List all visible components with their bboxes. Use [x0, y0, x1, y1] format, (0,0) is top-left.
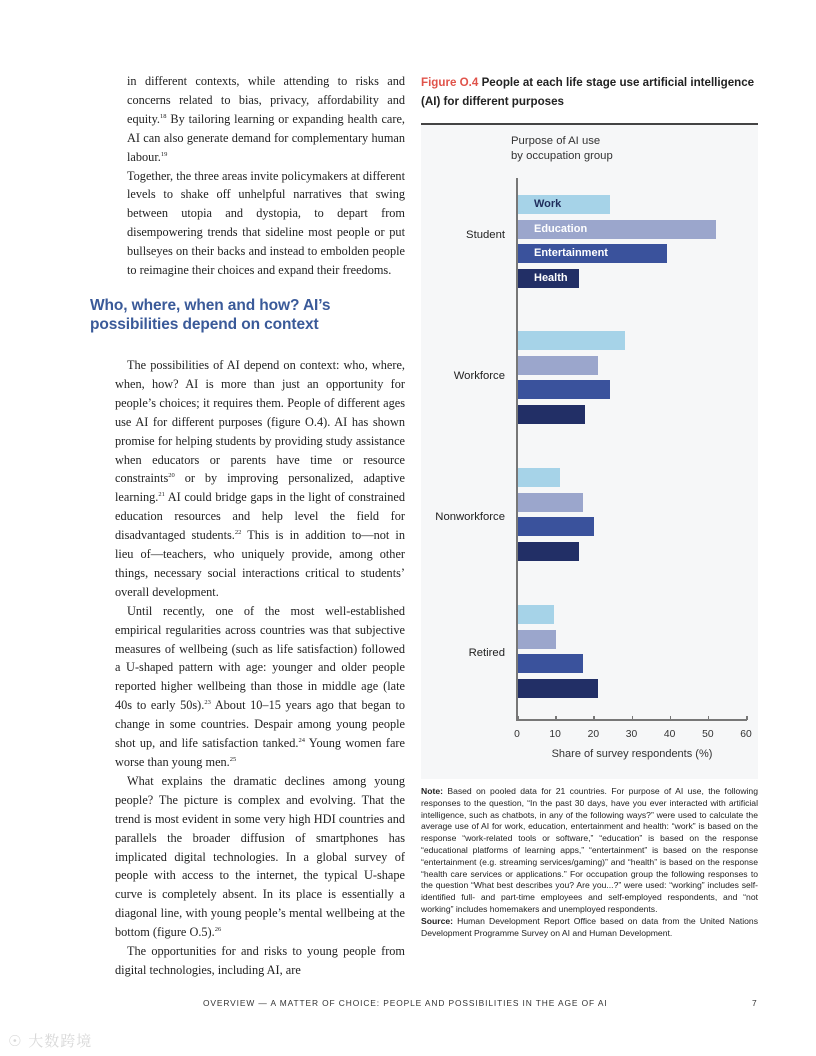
source-label: Source:: [421, 915, 453, 926]
source-text: Human Development Report Office based on data from the United Nations Development Programme Survey on AI and Human Development.: [421, 915, 758, 938]
chart-subtitle-line: by occupation group: [511, 150, 613, 162]
x-tick-label: 30: [625, 729, 638, 740]
text: Young women fare worse than young men.: [115, 736, 405, 769]
bar-student-work: [518, 195, 610, 214]
bar-nonworkforce-education: [518, 493, 583, 512]
bar-nonworkforce-work: [518, 468, 560, 487]
x-tick-label: 60: [740, 729, 752, 740]
text: or by improving personalized, adaptive learning.: [115, 471, 405, 505]
x-tick-mark: [632, 716, 634, 720]
bar-retired-entertainment: [518, 654, 583, 673]
bar-retired-health: [518, 679, 598, 698]
text: This is in addition to—not in lieu of—teachers, who uniquely provide, among other things, necessary social interactions critical to students’ overall development.: [115, 528, 406, 599]
group-label-workforce: Workforce: [453, 370, 505, 382]
bar-retired-work: [518, 605, 554, 624]
figure-title-text: People at each life stage use artificial intelligence (AI) for different purposes: [421, 76, 755, 108]
bar-workforce-entertainment: [518, 380, 610, 399]
text: What explains the dramatic declines among young people? The picture is complex and evolving. That the trend is most evident in some very high HDI countries and parallels the broader diffusion of smartphones has implicated digital technologies. In a global survey of people with access to the internet, the typical U-shape curve is completely absent. In its place is essentially a diagonal line, with young people’s mental wellbeing at the bottom (figure O.5).: [115, 773, 405, 940]
watermark-logo: ☉ 大数跨境: [8, 1032, 93, 1050]
x-tick-mark: [746, 716, 748, 720]
page-number: 7: [752, 998, 758, 1008]
x-tick-label: 20: [587, 729, 600, 740]
group-label-retired: Retired: [468, 647, 505, 659]
x-axis-label: Share of survey respondents (%): [551, 748, 713, 760]
footnote-ref[interactable]: 25: [229, 756, 237, 763]
section-heading: Who, where, when and how? AI’s possibilities depend on context: [90, 296, 331, 333]
figure-panel: [421, 123, 758, 779]
x-tick-mark: [708, 716, 710, 720]
text: AI could bridge gaps in the light of constrained education resources and help level the field for disadvantaged students.: [115, 490, 405, 543]
footnote-ref[interactable]: 21: [158, 491, 165, 499]
paragraph-wellbeing: [90, 602, 405, 772]
footnote-ref[interactable]: 24: [298, 737, 305, 745]
group-label-student: Student: [466, 229, 505, 241]
note-label: Note:: [421, 786, 443, 796]
figure-note: [421, 786, 758, 939]
series-label-work: Work: [534, 198, 562, 210]
paragraph-context: [90, 356, 405, 602]
paragraph-together: Together, the three areas invite policymakers at different levels to shake off unhelpful narratives that swing between utopia and dystopia, to depart from disempowering trends that sideline most people or put bullseyes on their backs and instead to embolden people to reimagine their choices and expand their freedoms.: [127, 168, 405, 278]
x-tick-label: 10: [549, 729, 561, 740]
figure-number: Figure O.4: [421, 76, 479, 89]
bar-workforce-health: [518, 405, 585, 424]
x-tick-mark: [670, 716, 672, 720]
note-text: Based on pooled data for 21 countries. For purpose of AI use, the following responses to the question, “In the past 30 days, have you ever interacted with artificial intelligence, such as chatbots, in any of the following ways?” were used to calculate the average use of AI for work, education, entertainment and health: “work” is based on the response “work-related tools or software,” “education” is based on the response “educational platforms of learning apps,” “entertainment” is based on the response “entertainment (e.g. streaming services/gaming)” and “health” is based on the response “health care services or applications.” For occupation group the following responses to the question “What best describes you? Are you...?” were used: “working” includes self-identified full- and part-time employees and self-employed respondents, and “not working” includes homemakers and unemployed respondents.: [421, 786, 758, 914]
paragraph-opportunities: The opportunities for and risks to young people from digital technologies, including AI, are: [115, 944, 405, 977]
text: The possibilities of AI depend on context: who, where, when, how? AI is more than just an opportunity for people’s choices; it requires them. People of different ages use AI for different purposes (figure O.4). AI has shown promise for helping students by providing study assistance when educators or parents have time or resource constraints: [115, 357, 405, 486]
figure-title: [421, 73, 761, 111]
footnote-ref[interactable]: 26: [214, 926, 222, 934]
bar-workforce-education: [518, 356, 598, 375]
group-label-nonworkforce: Nonworkforce: [435, 511, 505, 523]
x-tick-label: 50: [702, 729, 714, 740]
bar-student-health: [518, 269, 579, 288]
footnote-ref[interactable]: 18: [160, 112, 167, 120]
bar-workforce-work: [518, 331, 625, 350]
footnote-ref[interactable]: 19: [160, 150, 168, 158]
text: About 10–15 years ago that began to change in some countries. Despair among young people shot up, and life satisfaction tanked.: [115, 698, 406, 751]
text: By tailoring learning or expanding health care, AI can also generate demand for complementary human labour.: [127, 111, 405, 164]
bar-nonworkforce-entertainment: [518, 517, 594, 536]
text: Until recently, one of the most well-established empirical regularities across countries was that subjective measures of wellbeing (such as life satisfaction) followed a U-shaped pattern with age: younger and older people reported higher wellbeing than those in middle age (late 40s to early 50s).: [115, 603, 405, 713]
x-tick-label: 40: [663, 729, 676, 740]
series-label-education: Education: [534, 222, 588, 235]
x-tick-mark: [555, 716, 557, 720]
chart-subtitle: [511, 134, 613, 164]
footnote-ref[interactable]: 23: [204, 699, 211, 707]
x-tick-mark: [517, 716, 519, 720]
x-tick-label: 0: [514, 729, 520, 740]
paragraph-declines: [90, 772, 405, 942]
series-label-health: Health: [534, 271, 568, 284]
paragraph-continued: [90, 72, 405, 167]
bar-retired-education: [518, 630, 556, 649]
x-tick-mark: [593, 716, 595, 720]
bar-student-education: [518, 220, 716, 239]
chart-subtitle-line: Purpose of AI use: [511, 135, 601, 147]
footnote-ref[interactable]: 22: [234, 529, 242, 537]
bar-nonworkforce-health: [518, 542, 579, 561]
bar-student-entertainment: [518, 244, 667, 263]
left-column: [90, 72, 405, 980]
running-title: OVERVIEW — A MATTER OF CHOICE: PEOPLE AND POSSIBILITIES IN THE AGE OF AI: [203, 998, 608, 1008]
text: in different contexts, while attending to risks and concerns related to bias, privacy, affordability and equity.: [127, 74, 405, 126]
footnote-ref[interactable]: 20: [168, 472, 175, 480]
series-label-entertainment: Entertainment: [534, 247, 608, 259]
